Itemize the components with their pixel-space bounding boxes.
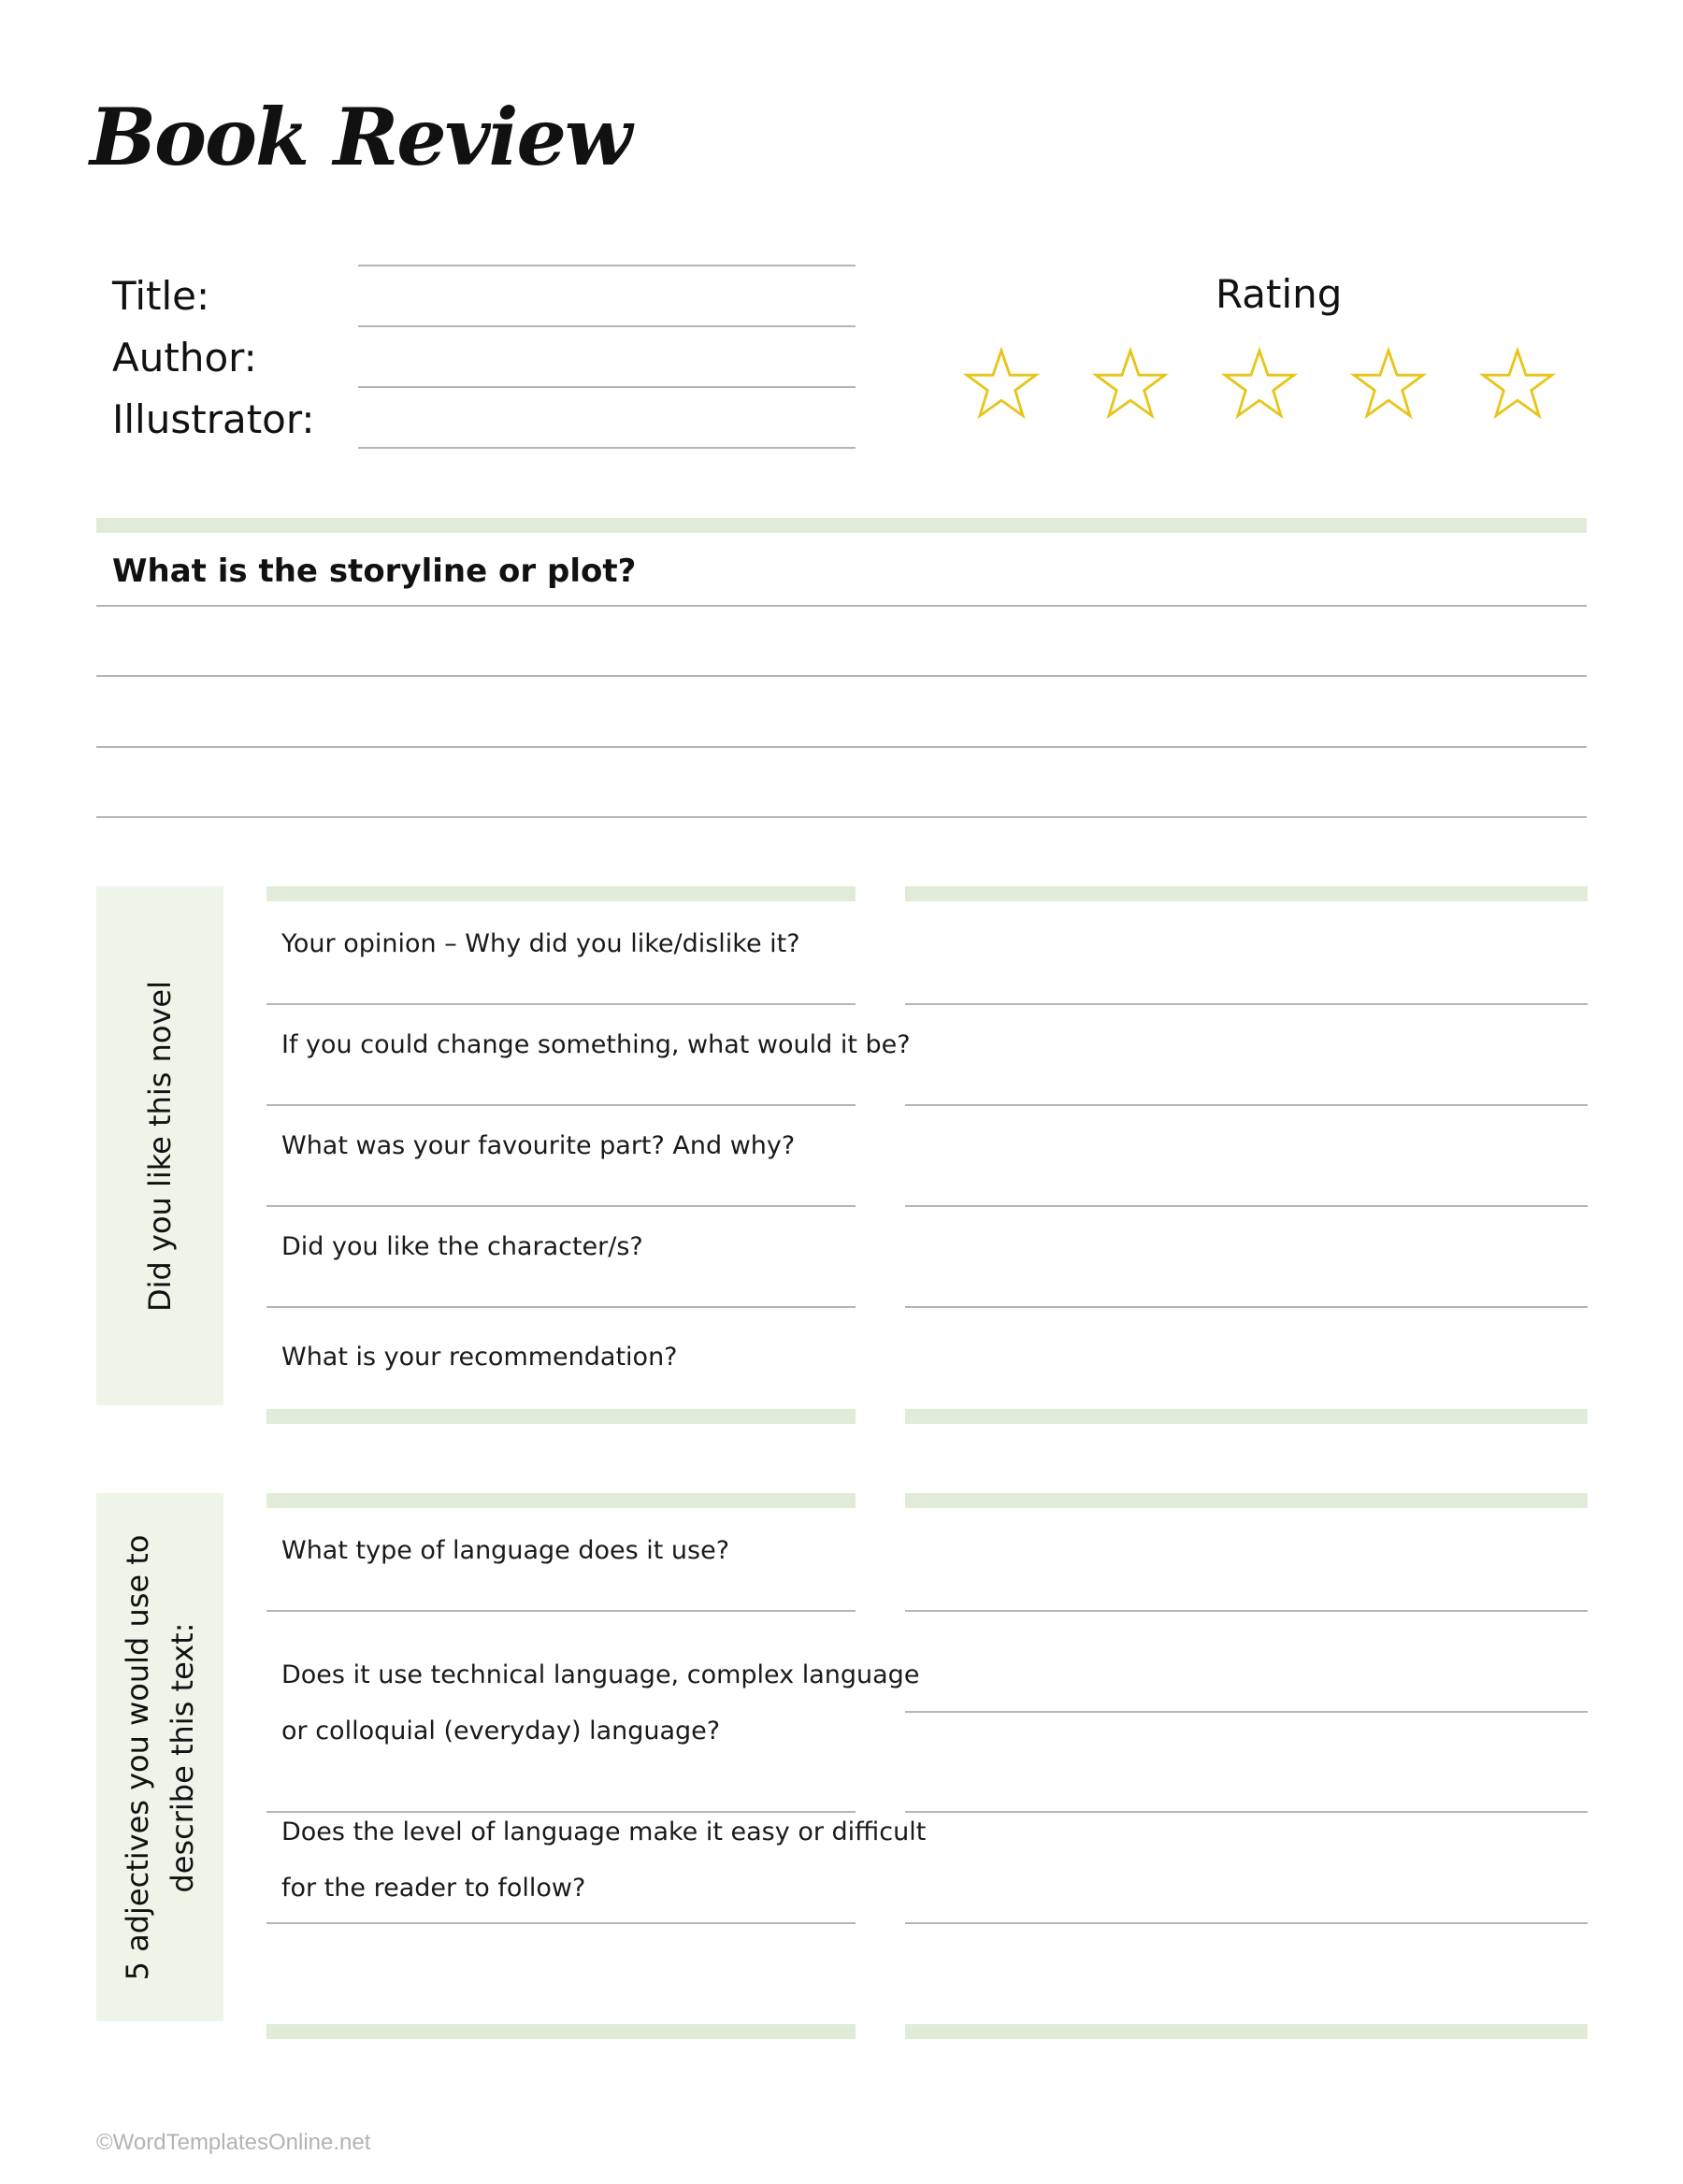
adjectives-sidebar-line-1: 5 adjectives you would use to <box>120 1534 155 1980</box>
author-field-line[interactable] <box>358 386 856 388</box>
language-question-2 <box>281 1647 919 1760</box>
language-left-bottom-bar <box>266 2024 856 2039</box>
opinion-answer-line-1[interactable] <box>905 1003 1588 1005</box>
adjectives-sidebar <box>96 1493 223 2021</box>
language-left-rule-2 <box>266 1811 856 1813</box>
storyline-green-bar <box>96 518 1587 533</box>
opinion-left-rule-2 <box>266 1104 856 1106</box>
opinion-left-bottom-bar <box>266 1409 856 1424</box>
storyline-answer-line-2[interactable] <box>96 746 1587 748</box>
storyline-answer-line-3[interactable] <box>96 816 1587 818</box>
language-right-top-bar <box>905 1493 1588 1508</box>
language-right-bottom-bar <box>905 2024 1588 2039</box>
language-question-3-line-2: for the reader to follow? <box>281 1874 586 1903</box>
opinion-question-2: If you could change something, what would it be? <box>281 1030 911 1059</box>
storyline-rule-1 <box>96 605 1587 607</box>
language-answer-line-1[interactable] <box>905 1610 1588 1612</box>
opinion-question-3: What was your favourite part? And why? <box>281 1131 796 1160</box>
star-icon-4[interactable] <box>1350 346 1427 423</box>
page-title: Book Review <box>90 91 631 183</box>
star-icon-5[interactable] <box>1479 346 1556 423</box>
adjectives-sidebar-label <box>115 1534 205 1980</box>
language-left-top-bar <box>266 1493 856 1508</box>
opinion-answer-line-2[interactable] <box>905 1104 1588 1106</box>
opinion-left-top-bar <box>266 886 856 901</box>
opinion-right-bottom-bar <box>905 1409 1588 1424</box>
star-icon-3[interactable] <box>1221 346 1298 423</box>
opinion-question-5: What is your recommendation? <box>281 1343 678 1372</box>
illustrator-field-line[interactable] <box>358 447 856 449</box>
copyright-footer: ©WordTemplatesOnline.net <box>96 2130 371 2155</box>
illustrator-label: Illustrator: <box>112 396 315 442</box>
language-question-1: What type of language does it use? <box>281 1536 730 1565</box>
language-question-2-line-2: or colloquial (everyday) language? <box>281 1717 721 1746</box>
language-question-3 <box>281 1804 926 1917</box>
language-left-rule-1 <box>266 1610 856 1612</box>
language-question-3-line-1: Does the level of language make it easy or difficult <box>281 1818 927 1846</box>
opinion-left-rule-1 <box>266 1003 856 1005</box>
adjectives-sidebar-line-2: describe this text: <box>165 1622 200 1892</box>
opinion-answer-line-4[interactable] <box>905 1306 1588 1308</box>
language-left-rule-3 <box>266 1922 856 1924</box>
language-question-2-line-1: Does it use technical language, complex language <box>281 1660 920 1689</box>
opinion-sidebar-label: Did you like this novel <box>142 980 178 1312</box>
opinion-question-1: Your opinion – Why did you like/dislike it? <box>281 929 800 958</box>
opinion-left-rule-3 <box>266 1205 856 1207</box>
opinion-answer-line-3[interactable] <box>905 1205 1588 1207</box>
storyline-question: What is the storyline or plot? <box>112 553 637 590</box>
author-label: Author: <box>112 335 257 381</box>
title-label: Title: <box>112 273 210 319</box>
title-field-line[interactable] <box>358 325 856 327</box>
opinion-right-top-bar <box>905 886 1588 901</box>
star-icon-2[interactable] <box>1092 346 1169 423</box>
rating-label: Rating <box>1216 271 1343 317</box>
language-answer-line-3[interactable] <box>905 1811 1588 1813</box>
language-answer-line-4[interactable] <box>905 1922 1588 1924</box>
opinion-question-4: Did you like the character/s? <box>281 1232 643 1261</box>
title-top-rule <box>358 265 856 266</box>
opinion-sidebar <box>96 886 223 1405</box>
star-icon-1[interactable] <box>963 346 1040 423</box>
language-answer-line-2[interactable] <box>905 1711 1588 1713</box>
opinion-left-rule-4 <box>266 1306 856 1308</box>
storyline-answer-line-1[interactable] <box>96 675 1587 677</box>
